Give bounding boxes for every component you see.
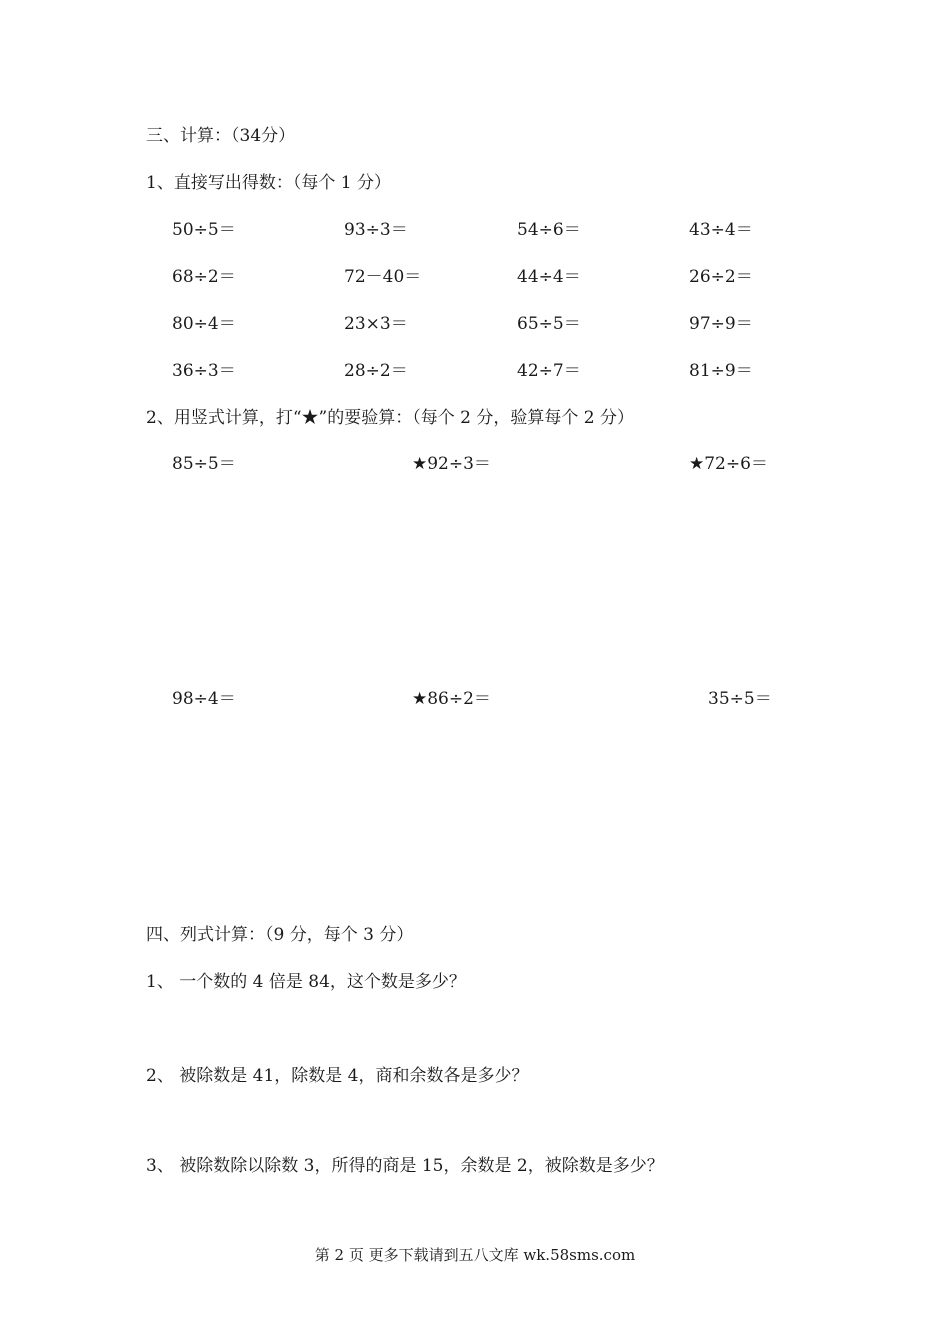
oral-calc-item: 50÷5＝ (172, 220, 236, 240)
oral-calc-item: 42÷7＝ (517, 361, 581, 381)
oral-calc-item: 65÷5＝ (517, 314, 581, 334)
vertical-calc-item-starred: ★92÷3＝ (412, 454, 491, 474)
oral-calc-item: 97÷9＝ (689, 314, 753, 334)
oral-calc-item: 80÷4＝ (172, 314, 236, 334)
vertical-calc-item-starred: ★86÷2＝ (412, 689, 491, 709)
section-4-title: 四、列式计算：（9 分，每个 3 分） (146, 925, 414, 945)
oral-calc-item: 28÷2＝ (344, 361, 408, 381)
word-problem: 2、 被除数是 41，除数是 4，商和余数各是多少？ (146, 1066, 529, 1086)
oral-calc-item: 26÷2＝ (689, 267, 753, 287)
oral-calc-item: 93÷3＝ (344, 220, 408, 240)
word-problem: 1、 一个数的 4 倍是 84，这个数是多少？ (146, 972, 466, 992)
oral-calc-item: 54÷6＝ (517, 220, 581, 240)
section-3-title: 三、计算：（34分） (146, 126, 296, 146)
oral-calc-item: 44÷4＝ (517, 267, 581, 287)
question-1-title: 1、直接写出得数：（每个 1 分） (146, 173, 391, 193)
oral-calc-item: 36÷3＝ (172, 361, 236, 381)
oral-calc-item: 68÷2＝ (172, 267, 236, 287)
vertical-calc-item: 35÷5＝ (708, 689, 772, 709)
oral-calc-item: 23×3＝ (344, 314, 408, 334)
word-problem: 3、 被除数除以除数 3，所得的商是 15，余数是 2，被除数是多少？ (146, 1156, 664, 1176)
page-footer: 第 2 页 更多下载请到五八文库 wk.58sms.com (314, 1246, 636, 1264)
oral-calc-item: 43÷4＝ (689, 220, 753, 240)
vertical-calc-item: 85÷5＝ (172, 454, 236, 474)
vertical-calc-item: 98÷4＝ (172, 689, 236, 709)
oral-calc-item: 72－40＝ (344, 267, 422, 287)
question-2-title: 2、用竖式计算，打“★”的要验算：（每个 2 分，验算每个 2 分） (146, 408, 634, 428)
vertical-calc-item-starred: ★72÷6＝ (689, 454, 768, 474)
oral-calc-item: 81÷9＝ (689, 361, 753, 381)
